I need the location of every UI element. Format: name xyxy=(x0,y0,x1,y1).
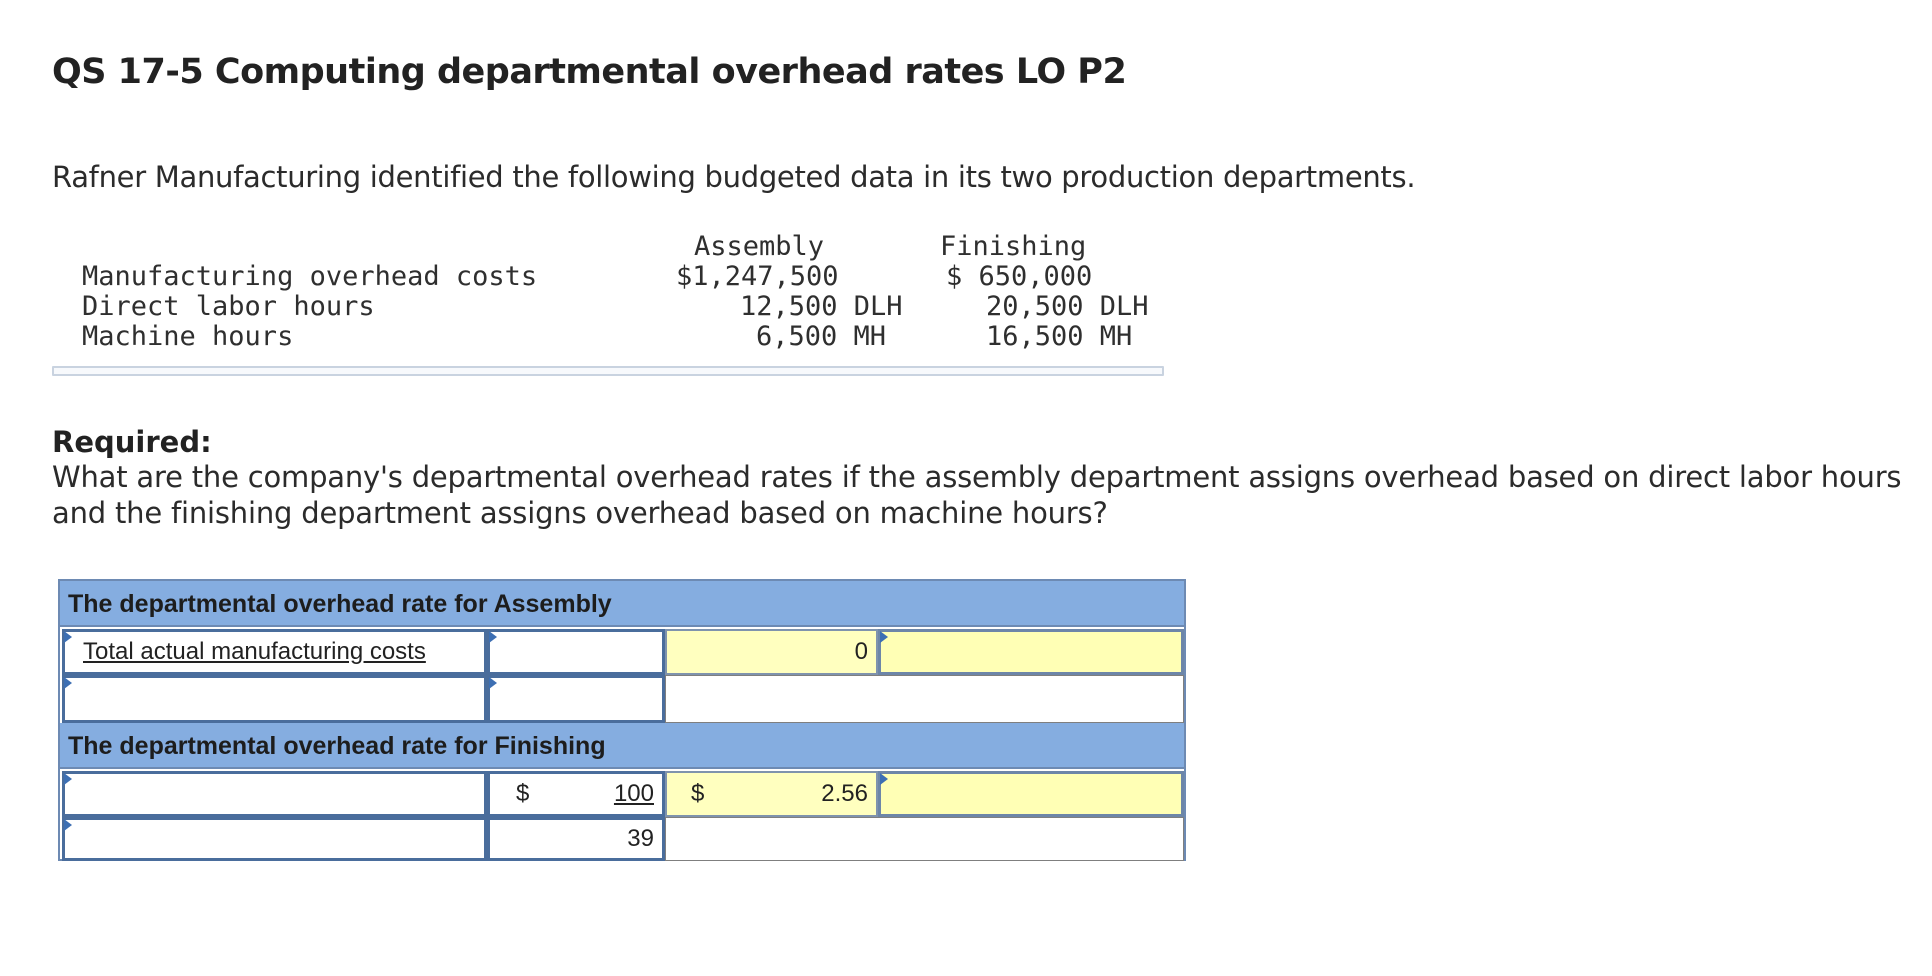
finishing-mh: 16,500 MH xyxy=(986,321,1133,352)
budget-data-table xyxy=(52,230,1162,378)
finishing-overhead: $ 650,000 xyxy=(946,261,1093,292)
finishing-row1-currency: $ xyxy=(516,780,530,807)
assembly-mh: 6,500 MH xyxy=(756,321,887,352)
assembly-dlh: 12,500 DLH xyxy=(740,291,903,322)
finishing-row1-numerator-input[interactable] xyxy=(487,771,665,817)
row-label-overhead: Manufacturing overhead costs xyxy=(82,261,538,292)
required-label: Required: xyxy=(52,425,212,459)
dropdown-flag-icon xyxy=(880,631,888,643)
finishing-row1-result xyxy=(665,771,878,817)
required-question: What are the company's departmental overhead rates if the assembly department assigns overhead based on direct labor hours and the finishing department assigns overhead based on machine hours? xyxy=(52,460,1902,530)
assembly-row2-empty xyxy=(665,675,1184,723)
finishing-dlh: 20,500 DLH xyxy=(986,291,1149,322)
finishing-row1-value: 100 xyxy=(613,780,654,807)
assembly-row2-label-select[interactable] xyxy=(62,675,487,723)
col-header-finishing: Finishing xyxy=(940,231,1087,262)
col-header-assembly: Assembly xyxy=(694,231,825,262)
assembly-row1-label: Total actual manufacturing costs xyxy=(83,638,426,665)
assembly-row2-denominator-select[interactable] xyxy=(487,675,665,723)
assembly-row1-label-select[interactable] xyxy=(62,629,487,675)
answer-table xyxy=(58,579,1186,861)
dropdown-flag-icon xyxy=(64,773,72,785)
dropdown-flag-icon xyxy=(64,677,72,689)
table-divider xyxy=(52,366,1164,376)
finishing-row2-value: 39 xyxy=(627,825,654,852)
finishing-row2-label-select[interactable] xyxy=(62,817,487,861)
intro-text: Rafner Manufacturing identified the following budgeted data in its two production departments. xyxy=(52,160,1416,194)
assembly-row1-unit-select[interactable] xyxy=(878,629,1184,675)
finishing-section-header: The departmental overhead rate for Finishing xyxy=(60,723,1184,769)
finishing-row2-empty xyxy=(665,817,1184,861)
finishing-row1-result-value: 2.56 xyxy=(821,780,868,807)
dropdown-flag-icon xyxy=(64,819,72,831)
dropdown-flag-icon xyxy=(64,631,72,643)
finishing-row1-unit-select[interactable] xyxy=(878,771,1184,817)
dropdown-flag-icon xyxy=(489,677,497,689)
assembly-row1-result xyxy=(665,629,878,675)
finishing-row2-denominator-input[interactable] xyxy=(487,817,665,861)
dropdown-flag-icon xyxy=(880,773,888,785)
dropdown-flag-icon xyxy=(489,631,497,643)
finishing-row1-result-currency: $ xyxy=(691,780,705,807)
assembly-row1-result-value: 0 xyxy=(854,638,868,665)
assembly-overhead: $1,247,500 xyxy=(676,261,839,292)
finishing-row1-label-select[interactable] xyxy=(62,771,487,817)
assembly-row1-numerator-select[interactable] xyxy=(487,629,665,675)
assembly-section-header: The departmental overhead rate for Assembly xyxy=(60,581,1184,627)
page-title: QS 17-5 Computing departmental overhead rates LO P2 xyxy=(52,52,1127,92)
row-label-dlh: Direct labor hours xyxy=(82,291,375,322)
row-label-mh: Machine hours xyxy=(82,321,294,352)
